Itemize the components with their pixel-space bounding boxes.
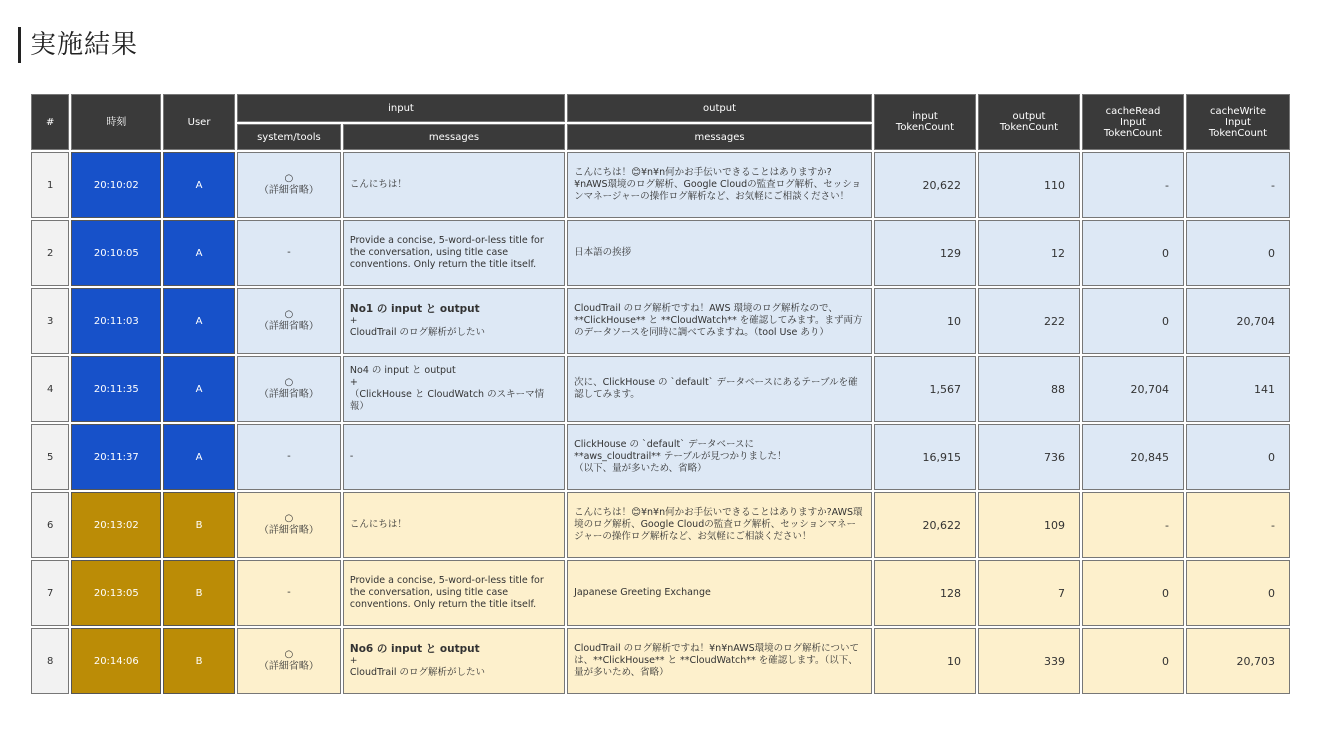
output_messages-line: ClickHouse の `default` データベースに [574,439,754,450]
input_messages-line: CloudTrail のログ解析がしたい [349,667,485,678]
system-line: ○ [284,173,294,184]
row-input-token-count: 10 [874,628,976,694]
system-line: - [287,587,291,598]
row-input-messages [343,492,565,558]
row-index: 6 [31,492,69,558]
row-system-tools [237,356,341,422]
system-line: ○ [284,309,294,320]
system-line: （詳細省略） [258,389,319,400]
output_messages-line: Japanese Greeting Exchange [574,587,711,598]
row-user: A [163,220,235,286]
system-line: ○ [284,377,294,388]
row-cache-read-token-count: - [1082,492,1184,558]
table-row [31,356,1290,422]
row-time: 20:11:03 [71,288,161,354]
header-cache-read-token-count: cacheRead Input TokenCount [1082,94,1184,150]
row-index: 5 [31,424,69,490]
table-row [31,152,1290,218]
header-system-tools: system/tools [237,124,341,150]
row-cache-write-token-count: - [1186,152,1290,218]
row-output-messages [567,628,872,694]
output_messages-line: こんにちは！😊¥n¥n何かお手伝いできることはありますか?¥nAWS環境のログ解析、Google Cloudの監査ログ解析、セッションマネージャーの操作ログ解析など、お気軽にご相談ください！ [574,167,861,202]
row-user: B [163,492,235,558]
row-cache-write-token-count: 20,704 [1186,288,1290,354]
row-input-messages [343,152,565,218]
row-cache-read-token-count: 0 [1082,288,1184,354]
row-user: B [163,560,235,626]
row-index: 8 [31,628,69,694]
header-input-token-count: input TokenCount [874,94,976,150]
input_messages-line: + [349,377,358,388]
system-line: ○ [284,513,294,524]
row-input-token-count: 10 [874,288,976,354]
row-index: 4 [31,356,69,422]
row-output-messages [567,492,872,558]
row-user: A [163,356,235,422]
system-line: （詳細省略） [258,185,319,196]
row-output-messages [567,220,872,286]
input_messages-line: こんにちは！ [349,179,407,190]
row-input-messages [343,424,565,490]
input_messages-line: No6 の input と output [349,643,480,655]
output_messages-line: 日本語の挨拶 [574,247,632,258]
input_messages-line: No4 の input と output [349,365,456,376]
row-output-token-count: 110 [978,152,1080,218]
row-cache-read-token-count: 20,845 [1082,424,1184,490]
row-system-tools [237,152,341,218]
row-user: A [163,288,235,354]
title-accent-bar [18,27,21,63]
row-index: 3 [31,288,69,354]
header-output-group: output [567,94,872,122]
row-input-token-count: 16,915 [874,424,976,490]
input_messages-line: No1 の input と output [349,303,480,315]
row-output-messages [567,424,872,490]
output_messages-line: **aws_cloudtrail** テーブルが見つかりました！ [574,451,787,462]
row-cache-read-token-count: 20,704 [1082,356,1184,422]
header-input-messages: messages [343,124,565,150]
table-row [31,492,1290,558]
row-cache-write-token-count: 141 [1186,356,1290,422]
header-cache-write-token-count: cacheWrite Input TokenCount [1186,94,1290,150]
row-input-messages [343,628,565,694]
row-index: 7 [31,560,69,626]
system-line: （詳細省略） [258,321,319,332]
row-user: A [163,424,235,490]
row-time: 20:10:05 [71,220,161,286]
output_messages-line: CloudTrail のログ解析ですね！AWS 環境のログ解析なので、**ClickHouse** と **CloudWatch** を確認してみます。まず両方のデータソースを同時に調べてみますね。（tool Use あり） [574,303,863,338]
row-user: A [163,152,235,218]
row-output-token-count: 222 [978,288,1080,354]
row-system-tools [237,288,341,354]
row-cache-write-token-count: 20,703 [1186,628,1290,694]
row-cache-read-token-count: 0 [1082,560,1184,626]
row-cache-read-token-count: 0 [1082,220,1184,286]
input_messages-line: こんにちは！ [349,519,407,530]
row-system-tools [237,424,341,490]
row-output-token-count: 736 [978,424,1080,490]
results-table-body [31,152,1290,694]
row-index: 1 [31,152,69,218]
row-user: B [163,628,235,694]
output_messages-line: （以下、量が多いため、省略） [574,463,707,474]
system-line: - [287,451,291,462]
row-input-messages [343,356,565,422]
header-index: # [31,94,69,150]
output_messages-line: CloudTrail のログ解析ですね！¥n¥nAWS環境のログ解析については、**ClickHouse** と **CloudWatch** を確認します。（以下、量が多いため、省略） [574,643,859,678]
table-row [31,560,1290,626]
row-system-tools [237,628,341,694]
input_messages-line: + [349,656,358,666]
row-time: 20:13:05 [71,560,161,626]
row-cache-write-token-count: - [1186,492,1290,558]
header-output-messages: messages [567,124,872,150]
row-output-token-count: 339 [978,628,1080,694]
output_messages-line: こんにちは！😊¥n¥n何かお手伝いできることはありますか?AWS環境のログ解析、Google Cloudの監査ログ解析、セッションマネージャーの操作ログ解析など、お気軽にご相談ください！ [574,507,863,542]
row-input-token-count: 129 [874,220,976,286]
row-cache-write-token-count: 0 [1186,220,1290,286]
table-row [31,288,1290,354]
row-output-messages [567,356,872,422]
table-row [31,424,1290,490]
input_messages-line: （ClickHouse と CloudWatch のスキーマ情報） [349,389,545,412]
input_messages-line: Provide a concise, 5-word-or-less title for the conversation, using title case conventions. Only return the title itself. [349,575,544,610]
row-system-tools [237,560,341,626]
input_messages-line: CloudTrail のログ解析がしたい [349,327,485,338]
row-index: 2 [31,220,69,286]
row-time: 20:14:06 [71,628,161,694]
header-time: 時刻 [71,94,161,150]
row-system-tools [237,492,341,558]
row-input-messages [343,288,565,354]
header-user: User [163,94,235,150]
row-time: 20:11:35 [71,356,161,422]
row-output-token-count: 12 [978,220,1080,286]
system-line: （詳細省略） [258,661,319,672]
header-output-token-count: output TokenCount [978,94,1080,150]
row-system-tools [237,220,341,286]
row-input-token-count: 20,622 [874,152,976,218]
row-output-token-count: 7 [978,560,1080,626]
row-cache-read-token-count: 0 [1082,628,1184,694]
row-input-messages [343,560,565,626]
output_messages-line: 次に、ClickHouse の `default` データベースにあるテーブルを確認してみます。 [574,377,858,400]
row-cache-write-token-count: 0 [1186,560,1290,626]
system-line: ○ [284,649,294,660]
row-time: 20:10:02 [71,152,161,218]
page-title: 実施結果 [30,30,139,60]
input_messages-line: Provide a concise, 5-word-or-less title for the conversation, using title case conventions. Only return the title itself. [349,235,544,270]
row-output-messages [567,152,872,218]
row-time: 20:13:02 [71,492,161,558]
row-output-token-count: 88 [978,356,1080,422]
header-input-group: input [237,94,565,122]
system-line: - [287,247,291,258]
row-output-messages [567,560,872,626]
system-line: （詳細省略） [258,525,319,536]
input_messages-line: + [349,316,358,326]
row-time: 20:11:37 [71,424,161,490]
table-row [31,220,1290,286]
row-cache-write-token-count: 0 [1186,424,1290,490]
results-table [29,92,1292,696]
row-output-token-count: 109 [978,492,1080,558]
row-input-messages [343,220,565,286]
row-input-token-count: 128 [874,560,976,626]
row-output-messages [567,288,872,354]
row-input-token-count: 20,622 [874,492,976,558]
row-input-token-count: 1,567 [874,356,976,422]
input_messages-line: - [349,451,354,462]
row-cache-read-token-count: - [1082,152,1184,218]
table-row [31,628,1290,694]
